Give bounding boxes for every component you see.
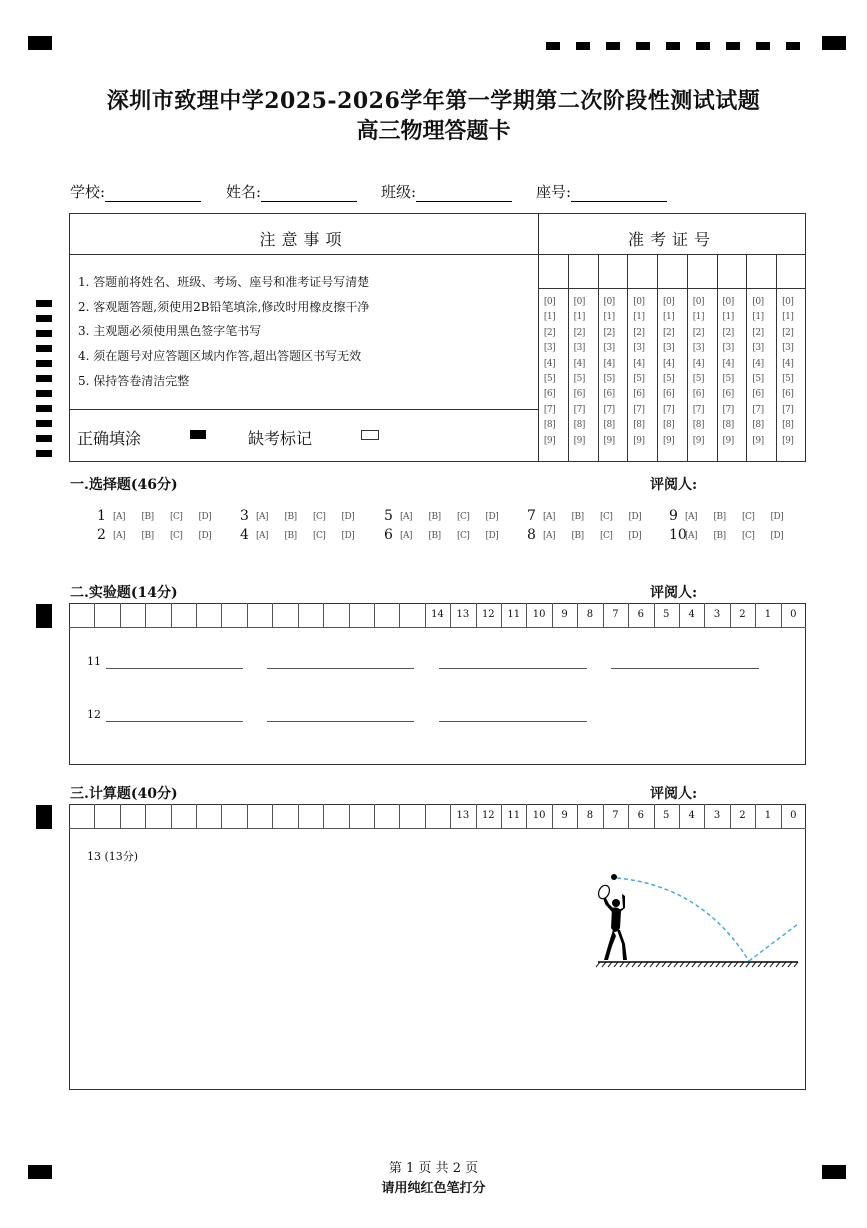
- score-cell-divider: [425, 804, 426, 828]
- score-cell-divider: [399, 804, 400, 828]
- exam-id-write-box-bottom: [627, 288, 657, 289]
- score-cell-divider: [399, 603, 400, 627]
- timing-mark: [36, 330, 52, 337]
- exam-id-bubble[interactable]: [4]: [573, 358, 585, 369]
- q13-label: 13 (13分): [87, 850, 139, 863]
- exam-id-bubble[interactable]: [3]: [692, 343, 705, 354]
- score-cell-divider: [196, 804, 197, 828]
- answer-bubble[interactable]: [A]: [400, 512, 413, 522]
- q11-blank-4[interactable]: [611, 668, 759, 669]
- q12-blank-2[interactable]: [267, 721, 414, 722]
- score-cell[interactable]: 8: [586, 609, 594, 620]
- exam-id-bubble[interactable]: [8]: [603, 420, 615, 431]
- score-cell-divider: [374, 804, 375, 828]
- exam-id-write-box-bottom: [746, 288, 776, 289]
- seat-label: 座号:: [536, 183, 572, 201]
- exam-id-bubble[interactable]: [3]: [633, 343, 645, 354]
- timing-mark: [36, 390, 52, 397]
- answer-bubble[interactable]: [D]: [341, 512, 355, 522]
- answer-bubble[interactable]: [B]: [428, 512, 441, 522]
- exam-id-bubble[interactable]: [2]: [633, 327, 645, 338]
- q11-blank-2[interactable]: [267, 668, 414, 669]
- timing-mark: [36, 420, 52, 427]
- score-cell[interactable]: 0: [790, 609, 797, 620]
- score-cell-divider: [94, 603, 95, 627]
- score-cell[interactable]: 4: [688, 609, 695, 620]
- question-number: 8: [527, 527, 536, 543]
- score-cell[interactable]: 2: [739, 609, 746, 620]
- notice-item-2: 2. 客观题答题,须使用2B铅笔填涂,修改时用橡皮擦干净: [78, 300, 370, 314]
- score-cell[interactable]: 6: [637, 810, 644, 821]
- score-cell[interactable]: 9: [561, 609, 568, 620]
- q11-blank-1[interactable]: [106, 668, 243, 669]
- score-cell-divider: [145, 804, 146, 828]
- answer-bubble[interactable]: [B]: [571, 531, 584, 541]
- answer-bubble[interactable]: [C]: [457, 531, 470, 541]
- score-cell[interactable]: 13: [456, 609, 470, 620]
- exam-id-bubble[interactable]: [4]: [543, 358, 556, 369]
- exam-id-bubble[interactable]: [1]: [633, 312, 645, 323]
- exam-id-bubble[interactable]: [8]: [543, 420, 556, 431]
- answer-area-q13[interactable]: [75, 866, 575, 1081]
- exam-id-bubble[interactable]: [6]: [752, 389, 764, 400]
- timing-mark: [606, 42, 620, 50]
- q12-blank-3[interactable]: [439, 721, 587, 722]
- timing-mark: [726, 42, 740, 50]
- question-number: 4: [240, 527, 249, 543]
- scoring-note: 请用纯红色笔打分: [381, 1181, 486, 1196]
- correct-fill-sample: [190, 430, 206, 439]
- answer-bubble[interactable]: [A]: [113, 531, 126, 541]
- exam-id-bubble[interactable]: [1]: [692, 312, 705, 323]
- answer-bubble[interactable]: [C]: [313, 531, 326, 541]
- absent-mark-box[interactable]: [361, 430, 379, 440]
- exam-id-header: 准考证号: [627, 230, 716, 249]
- exam-id-bubble[interactable]: [3]: [722, 343, 734, 354]
- q11-label: 11: [87, 655, 101, 668]
- timing-mark: [36, 405, 52, 412]
- question-number: 7: [527, 508, 536, 524]
- exam-id-bubble[interactable]: [0]: [722, 297, 734, 307]
- score-cell[interactable]: 3: [713, 609, 721, 620]
- answer-bubble[interactable]: [D]: [628, 512, 642, 522]
- correct-fill-label: 正确填涂: [77, 429, 142, 448]
- answer-bubble[interactable]: [B]: [571, 512, 584, 522]
- score-cell-divider: [196, 603, 197, 627]
- exam-id-bubble[interactable]: [8]: [663, 420, 675, 431]
- student-info-row: [70, 181, 810, 205]
- q12-label: 12: [87, 708, 101, 721]
- exam-id-bubble[interactable]: [2]: [692, 327, 705, 338]
- timing-mark: [36, 360, 52, 367]
- exam-id-col-divider: [568, 254, 569, 462]
- score-cell[interactable]: 6: [637, 609, 644, 620]
- answer-bubble[interactable]: [A]: [400, 531, 413, 541]
- exam-id-col-divider: [657, 254, 658, 462]
- score-cell[interactable]: 12: [481, 810, 495, 821]
- question-number: 5: [384, 508, 393, 524]
- exam-id-write-box-bottom: [538, 288, 568, 289]
- exam-id-bubble[interactable]: [7]: [722, 404, 734, 415]
- timing-mark: [36, 450, 52, 457]
- score-cell-divider: [171, 603, 172, 627]
- answer-bubble[interactable]: [C]: [742, 531, 755, 541]
- exam-id-write-box-bottom: [717, 288, 747, 289]
- score-cell[interactable]: 13: [456, 810, 470, 821]
- exam-id-bubble[interactable]: [4]: [633, 358, 645, 369]
- question-number: 10: [669, 527, 687, 543]
- timing-mark: [786, 42, 800, 50]
- score-cell[interactable]: 9: [561, 810, 568, 821]
- exam-id-bubble[interactable]: [2]: [573, 327, 585, 338]
- corner-mark-top-left: [28, 36, 52, 50]
- exam-id-write-box[interactable]: [778, 255, 804, 287]
- exam-id-bubble[interactable]: [4]: [722, 358, 734, 369]
- exam-id-bubble[interactable]: [6]: [543, 389, 556, 400]
- exam-id-col-divider: [598, 254, 599, 462]
- exam-id-bubble[interactable]: [2]: [722, 327, 734, 338]
- exam-id-bubble[interactable]: [6]: [722, 389, 734, 400]
- exam-id-bubble[interactable]: [2]: [663, 327, 675, 338]
- score-cell[interactable]: 11: [507, 810, 521, 821]
- exam-id-bubble[interactable]: [6]: [573, 389, 585, 400]
- score-cell[interactable]: 7: [612, 810, 619, 821]
- score-cell[interactable]: 7: [612, 609, 619, 620]
- score-cell-divider: [323, 603, 324, 627]
- answer-bubble[interactable]: [D]: [341, 531, 355, 541]
- exam-id-bubble[interactable]: [7]: [752, 404, 764, 415]
- exam-id-write-box-bottom: [687, 288, 717, 289]
- answer-bubble[interactable]: [B]: [284, 512, 297, 522]
- exam-id-bubble[interactable]: [6]: [692, 389, 705, 400]
- score-cell-divider: [94, 804, 95, 828]
- answer-bubble[interactable]: [A]: [685, 512, 698, 522]
- answer-bubble[interactable]: [A]: [256, 512, 269, 522]
- exam-id-col-divider: [687, 254, 688, 462]
- exam-id-bubble[interactable]: [6]: [603, 389, 615, 400]
- exam-id-bubble[interactable]: [8]: [782, 420, 794, 431]
- exam-id-bubble[interactable]: [7]: [633, 404, 645, 415]
- notice-item-1: 1. 答题前将姓名、班级、考场、座号和准考证号写清楚: [78, 275, 370, 289]
- exam-id-bubble[interactable]: [4]: [752, 358, 764, 369]
- exam-id-bubble[interactable]: [5]: [633, 374, 645, 384]
- answer-bubble[interactable]: [D]: [198, 512, 212, 522]
- exam-id-write-box[interactable]: [719, 255, 745, 287]
- score-cell[interactable]: 11: [507, 609, 521, 620]
- answer-bubble[interactable]: [C]: [600, 531, 613, 541]
- score-cell-divider: [349, 603, 350, 627]
- score-cell-divider: [221, 804, 222, 828]
- seat-field[interactable]: [536, 181, 667, 202]
- class-field[interactable]: [381, 181, 512, 202]
- score-cell-divider: [247, 603, 248, 627]
- timing-mark: [36, 375, 52, 382]
- exam-id-col-divider: [627, 254, 628, 462]
- exam-id-bubble[interactable]: [1]: [603, 312, 615, 323]
- exam-id-bubble[interactable]: [8]: [633, 420, 645, 431]
- score-cell[interactable]: 8: [586, 810, 594, 821]
- exam-id-col-divider: [776, 254, 777, 462]
- exam-id-bubble[interactable]: [4]: [603, 358, 615, 369]
- q12-blank-1[interactable]: [106, 721, 243, 722]
- corner-mark-top-right: [822, 36, 846, 50]
- score-cell-divider: [145, 603, 146, 627]
- answer-bubble[interactable]: [D]: [485, 531, 499, 541]
- exam-id-bubble[interactable]: [9]: [663, 435, 675, 446]
- score-cell[interactable]: 10: [532, 810, 546, 821]
- answer-bubble[interactable]: [A]: [543, 531, 556, 541]
- tennis-serve-figure: [592, 866, 804, 972]
- score-cell-divider: [349, 804, 350, 828]
- timing-mark: [36, 300, 52, 307]
- exam-id-bubble[interactable]: [3]: [782, 343, 794, 354]
- score-cell[interactable]: 5: [663, 609, 670, 620]
- section-mark-2: [36, 604, 52, 628]
- exam-id-write-box[interactable]: [540, 255, 566, 287]
- exam-id-write-box[interactable]: [659, 255, 685, 287]
- exam-id-bubble[interactable]: [4]: [692, 358, 705, 369]
- exam-id-write-box[interactable]: [570, 255, 596, 287]
- notice-item-5: 5. 保持答卷清洁完整: [78, 374, 190, 388]
- score-cell-divider: [272, 804, 273, 828]
- answer-bubble[interactable]: [C]: [313, 512, 326, 522]
- exam-id-bubble[interactable]: [9]: [782, 435, 794, 446]
- exam-id-bubble[interactable]: [1]: [663, 312, 675, 323]
- answer-bubble[interactable]: [D]: [770, 512, 784, 522]
- exam-id-bubble[interactable]: [4]: [782, 358, 794, 369]
- exam-id-bubble[interactable]: [2]: [603, 327, 615, 338]
- question-number: 2: [97, 527, 106, 543]
- score-cell[interactable]: 0: [790, 810, 797, 821]
- class-label: 班级:: [381, 183, 417, 201]
- answer-bubble[interactable]: [B]: [713, 531, 726, 541]
- exam-id-bubble[interactable]: [1]: [543, 312, 556, 323]
- notice-item-3: 3. 主观题必须使用黑色签字笔书写: [78, 324, 262, 338]
- timing-mark: [696, 42, 710, 50]
- answer-bubble[interactable]: [B]: [141, 531, 154, 541]
- page-number: 第 1 页 共 2 页: [388, 1161, 479, 1176]
- answer-bubble[interactable]: [A]: [685, 531, 698, 541]
- score-cell-divider: [298, 603, 299, 627]
- exam-id-bubble[interactable]: [8]: [752, 420, 764, 431]
- q11-blank-3[interactable]: [439, 668, 587, 669]
- exam-id-bubble[interactable]: [0]: [663, 297, 675, 307]
- exam-id-bubble[interactable]: [7]: [782, 404, 794, 415]
- page-subtitle: 高三物理答题卡: [356, 118, 511, 144]
- score-cell-divider: [298, 804, 299, 828]
- exam-id-bubble[interactable]: [8]: [573, 420, 585, 431]
- exam-id-write-box-bottom: [568, 288, 598, 289]
- score-cell-divider: [272, 603, 273, 627]
- score-cell-divider: [120, 603, 121, 627]
- answer-bubble[interactable]: [C]: [600, 512, 613, 522]
- exam-id-bubble[interactable]: [2]: [782, 327, 794, 338]
- section3-score-row: [69, 804, 806, 828]
- score-cell[interactable]: 1: [764, 609, 772, 620]
- section2-title: 二.实验题(14分): [70, 585, 178, 601]
- answer-bubble[interactable]: [A]: [256, 531, 269, 541]
- exam-id-bubble[interactable]: [7]: [573, 404, 585, 415]
- exam-id-bubble[interactable]: [0]: [573, 297, 585, 307]
- exam-id-bubble[interactable]: [5]: [543, 374, 556, 384]
- answer-bubble[interactable]: [A]: [113, 512, 126, 522]
- answer-bubble[interactable]: [C]: [170, 512, 183, 522]
- section1-reviewer: 评阅人:: [650, 477, 698, 493]
- exam-id-bubble[interactable]: [3]: [543, 343, 556, 354]
- answer-bubble[interactable]: [D]: [485, 512, 499, 522]
- score-cell-divider: [221, 603, 222, 627]
- exam-id-bubble[interactable]: [5]: [722, 374, 734, 384]
- question-number: 1: [97, 508, 106, 524]
- exam-id-bubble[interactable]: [5]: [663, 374, 675, 384]
- exam-id-bubble[interactable]: [3]: [752, 343, 764, 354]
- exam-id-write-box[interactable]: [629, 255, 655, 287]
- exam-id-bubble[interactable]: [8]: [692, 420, 705, 431]
- exam-id-bubble[interactable]: [0]: [543, 297, 556, 307]
- exam-id-bubble[interactable]: [6]: [663, 389, 675, 400]
- exam-id-bubble[interactable]: [3]: [603, 343, 615, 354]
- answer-bubble[interactable]: [A]: [543, 512, 556, 522]
- answer-bubble[interactable]: [B]: [141, 512, 154, 522]
- exam-id-bubble[interactable]: [2]: [752, 327, 764, 338]
- section2-reviewer: 评阅人:: [650, 585, 698, 601]
- answer-bubble[interactable]: [D]: [198, 531, 212, 541]
- score-cell[interactable]: 12: [481, 609, 495, 620]
- timing-mark: [36, 345, 52, 352]
- exam-id-bubble[interactable]: [5]: [752, 374, 764, 384]
- timing-mark: [36, 315, 52, 322]
- exam-id-bubble[interactable]: [9]: [633, 435, 645, 446]
- answer-bubble[interactable]: [D]: [628, 531, 642, 541]
- exam-id-bubble[interactable]: [2]: [543, 327, 556, 338]
- exam-id-write-box[interactable]: [689, 255, 715, 287]
- timing-mark: [546, 42, 560, 50]
- exam-id-bubble[interactable]: [9]: [752, 435, 764, 446]
- score-cell-divider: [120, 804, 121, 828]
- timing-mark: [756, 42, 770, 50]
- exam-id-bubble[interactable]: [9]: [722, 435, 734, 446]
- section3-title: 三.计算题(40分): [70, 786, 178, 802]
- exam-id-bubble[interactable]: [1]: [573, 312, 585, 323]
- score-cell[interactable]: 1: [764, 810, 772, 821]
- exam-id-write-box-bottom: [598, 288, 628, 289]
- absent-mark-label: 缺考标记: [248, 429, 313, 448]
- question-number: 6: [384, 527, 393, 543]
- exam-id-bubble[interactable]: [9]: [603, 435, 615, 446]
- exam-id-bubble[interactable]: [3]: [663, 343, 675, 354]
- question-number: 9: [669, 508, 678, 524]
- answer-bubble[interactable]: [B]: [428, 531, 441, 541]
- answer-bubble[interactable]: [B]: [284, 531, 297, 541]
- score-cell-divider: [247, 804, 248, 828]
- school-field[interactable]: [70, 181, 201, 202]
- notice-item-4: 4. 须在题号对应答题区域内作答,超出答题区书写无效: [78, 349, 362, 363]
- exam-id-bubble[interactable]: [7]: [543, 404, 556, 415]
- notice-header: 注意事项: [259, 230, 348, 249]
- exam-id-write-box[interactable]: [600, 255, 626, 287]
- exam-id-write-box[interactable]: [748, 255, 774, 287]
- section-mark-3: [36, 805, 52, 829]
- timing-mark: [666, 42, 680, 50]
- section2-score-row: [69, 603, 806, 627]
- exam-id-bubble[interactable]: [9]: [543, 435, 556, 446]
- timing-mark: [576, 42, 590, 50]
- answer-bubble[interactable]: [C]: [170, 531, 183, 541]
- score-cell-divider: [374, 603, 375, 627]
- exam-id-bubble[interactable]: [1]: [782, 312, 794, 323]
- exam-id-bubble[interactable]: [3]: [573, 343, 585, 354]
- score-cell[interactable]: 14: [431, 609, 444, 620]
- score-cell-divider: [171, 804, 172, 828]
- exam-id-bubble[interactable]: [5]: [782, 374, 794, 384]
- exam-id-bubble[interactable]: [4]: [663, 358, 675, 369]
- question-number: 3: [240, 508, 249, 524]
- exam-id-bubble[interactable]: [6]: [782, 389, 794, 400]
- exam-id-bubble[interactable]: [1]: [752, 312, 764, 323]
- score-cell[interactable]: 2: [739, 810, 746, 821]
- exam-id-bubble[interactable]: [0]: [633, 297, 645, 307]
- exam-id-bubble[interactable]: [5]: [573, 374, 585, 384]
- section1-title: 一.选择题(46分): [70, 477, 178, 493]
- exam-id-bubble[interactable]: [6]: [633, 389, 645, 400]
- exam-id-bubble[interactable]: [5]: [603, 374, 615, 384]
- score-cell[interactable]: 5: [663, 810, 670, 821]
- score-cell[interactable]: 4: [688, 810, 695, 821]
- exam-id-bubble[interactable]: [5]: [692, 374, 705, 384]
- answer-bubble[interactable]: [D]: [770, 531, 784, 541]
- exam-id-bubble[interactable]: [0]: [752, 297, 764, 307]
- answer-bubble[interactable]: [C]: [742, 512, 755, 522]
- page-title: 深圳市致理中学2025-2026学年第一学期第二次阶段性测试试题: [106, 88, 761, 114]
- exam-id-bubble[interactable]: [0]: [603, 297, 615, 307]
- answer-bubble[interactable]: [C]: [457, 512, 470, 522]
- score-cell[interactable]: 3: [713, 810, 721, 821]
- exam-id-bubble[interactable]: [1]: [722, 312, 734, 323]
- exam-id-bubble[interactable]: [9]: [573, 435, 585, 446]
- section3-reviewer: 评阅人:: [650, 786, 698, 802]
- exam-id-col-divider: [746, 254, 747, 462]
- school-label: 学校:: [70, 183, 106, 201]
- exam-id-col-divider: [717, 254, 718, 462]
- answer-bubble[interactable]: [B]: [713, 512, 726, 522]
- name-label: 姓名:: [226, 183, 262, 201]
- timing-mark: [636, 42, 650, 50]
- exam-id-bubble[interactable]: [0]: [782, 297, 794, 307]
- exam-id-bubble[interactable]: [9]: [692, 435, 705, 446]
- name-field[interactable]: [226, 181, 357, 202]
- score-cell-divider: [323, 804, 324, 828]
- exam-id-write-box-bottom: [657, 288, 687, 289]
- exam-id-bubble[interactable]: [7]: [692, 404, 705, 415]
- timing-mark: [36, 435, 52, 442]
- exam-id-bubble[interactable]: [7]: [663, 404, 675, 415]
- exam-id-write-box-bottom: [776, 288, 806, 289]
- exam-id-bubble[interactable]: [7]: [603, 404, 615, 415]
- exam-id-bubble[interactable]: [0]: [692, 297, 705, 307]
- score-cell[interactable]: 10: [532, 609, 546, 620]
- exam-id-bubble[interactable]: [8]: [722, 420, 734, 431]
